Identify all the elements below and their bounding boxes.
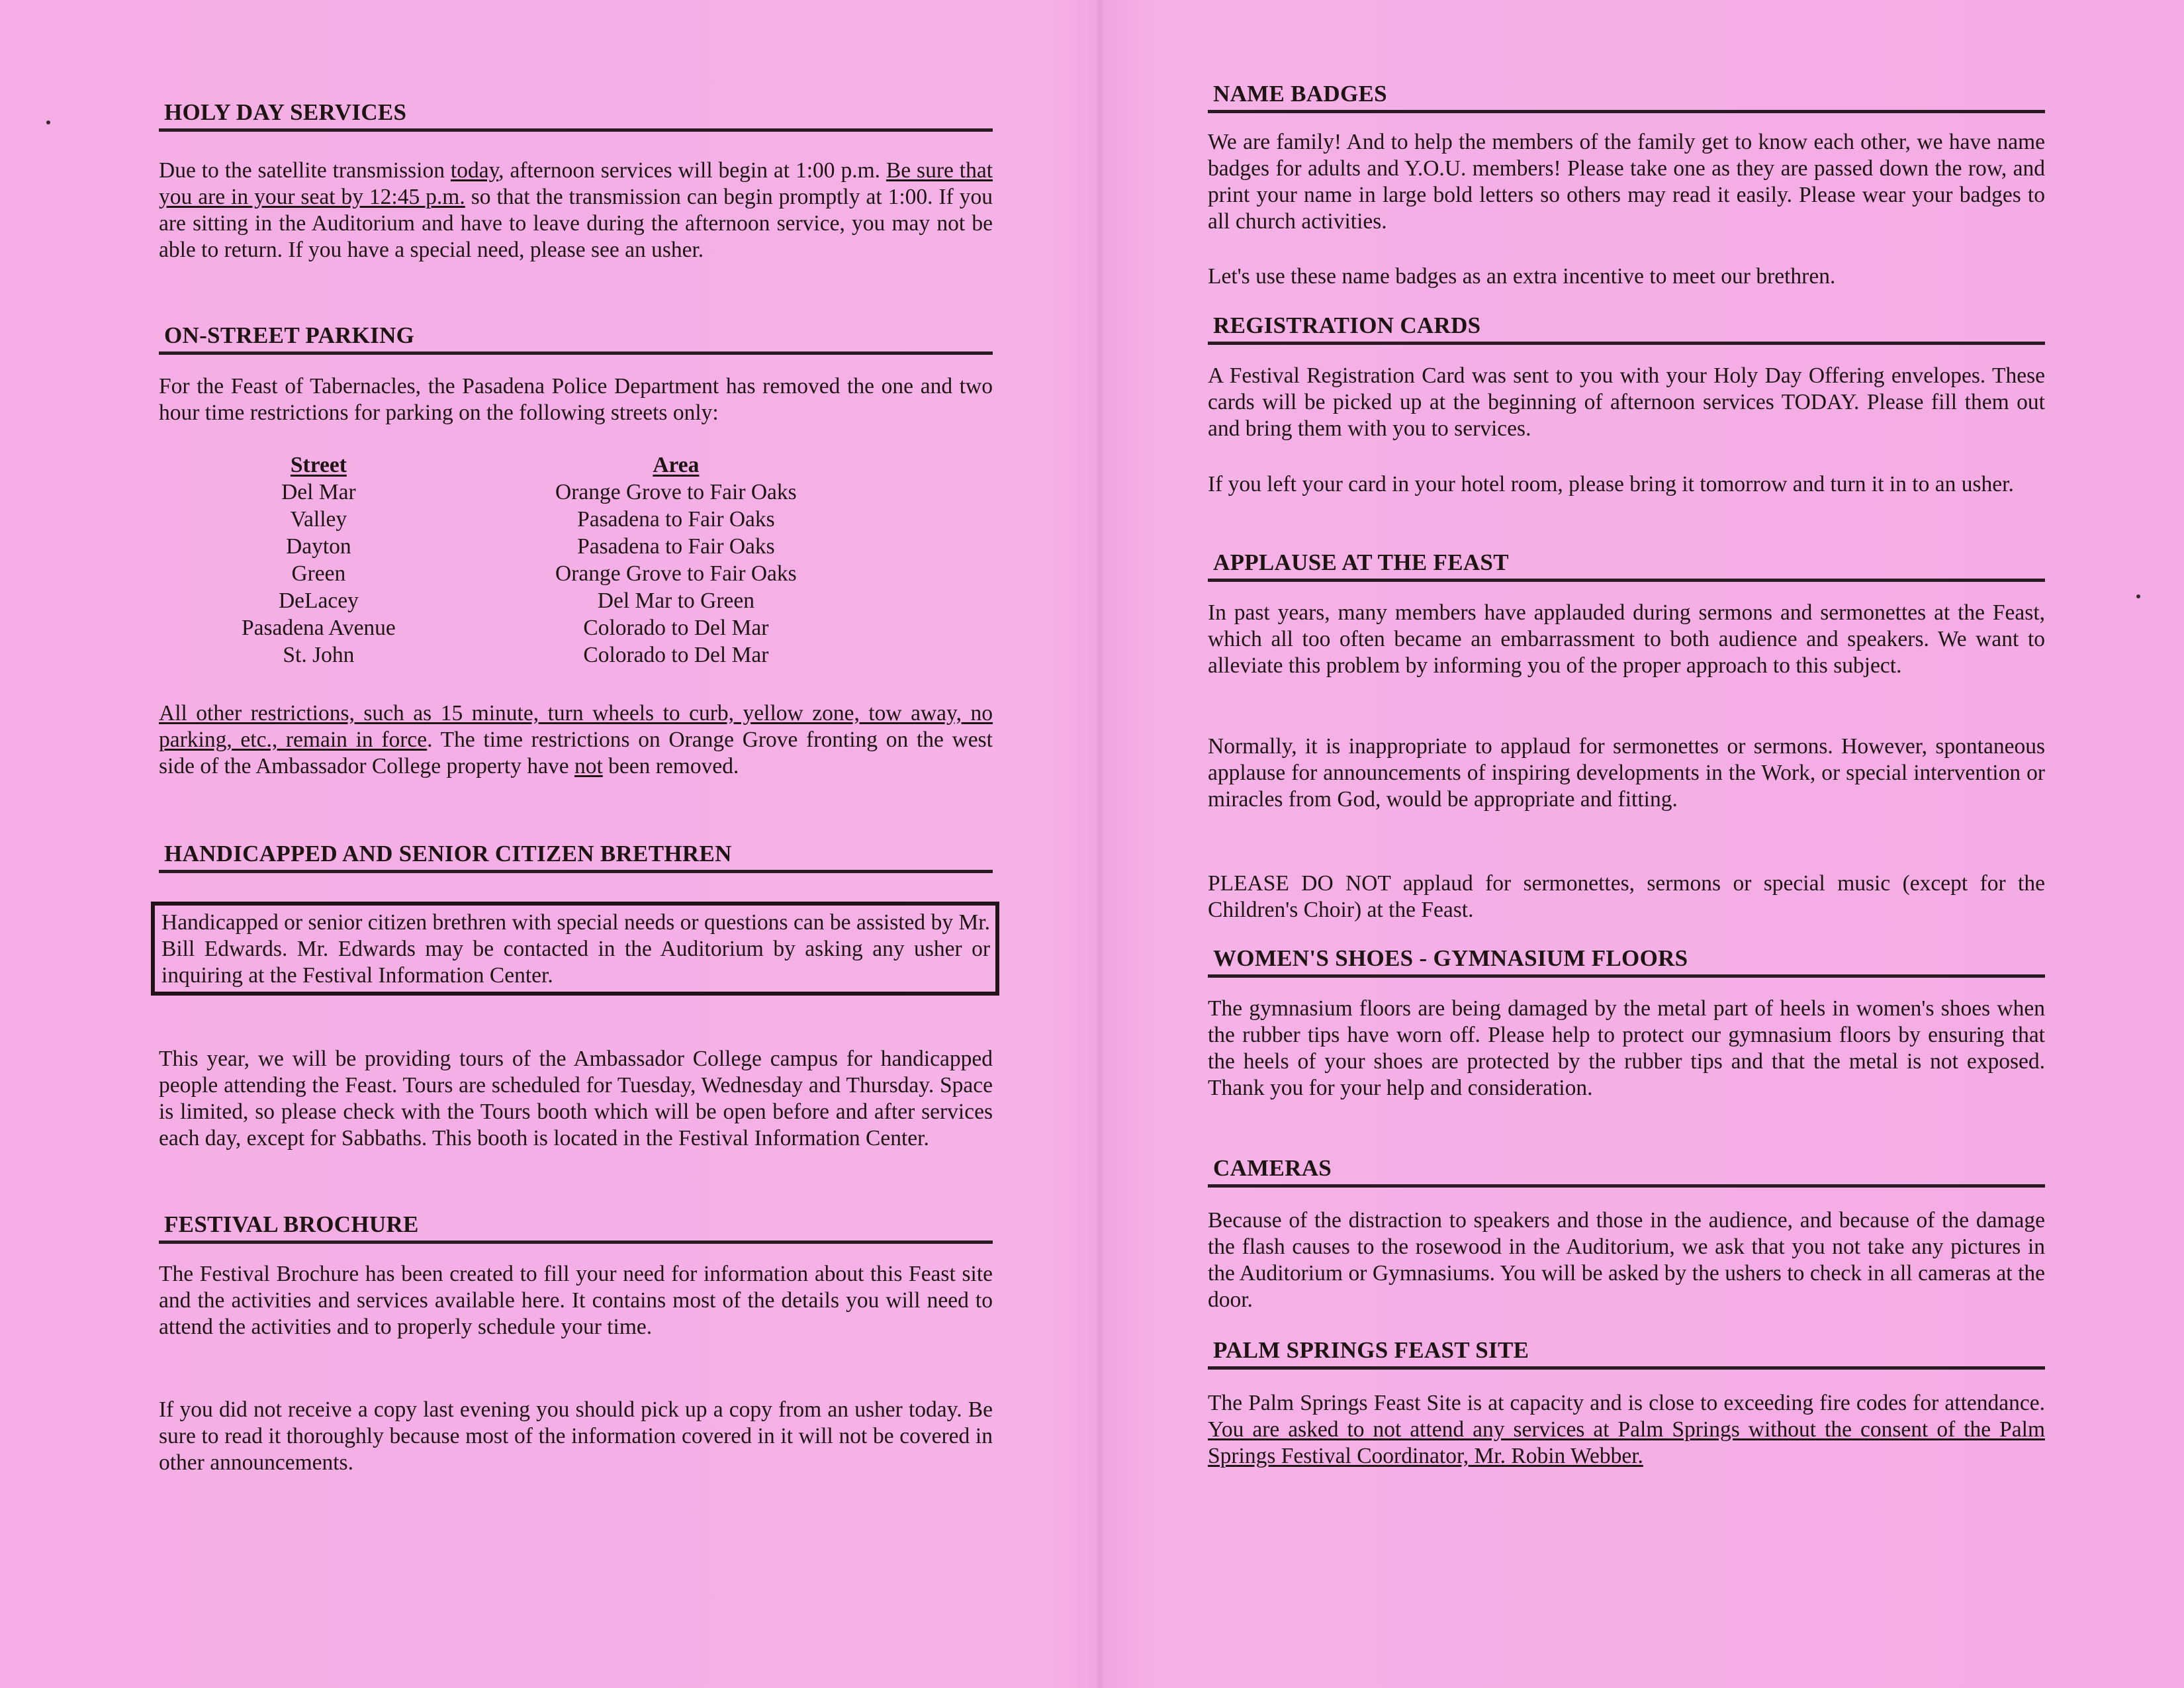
paper-speck bbox=[2136, 594, 2140, 598]
table-row bbox=[159, 641, 874, 669]
street-cell: St. John bbox=[283, 643, 355, 667]
column-header-area: Area bbox=[653, 453, 700, 477]
name-badges-heading: NAME BADGES bbox=[1208, 81, 2045, 113]
street-cell: Dayton bbox=[286, 534, 351, 559]
palm-springs-text: The Palm Springs Feast Site is at capacity and is close to exceeding fire codes for attendance. You are asked to not attend any services at Palm Springs without the consent of the Palm Springs Festival Coordinator, Mr. Robin Webber. bbox=[1208, 1391, 2045, 1468]
festival-brochure-text-1: The Festival Brochure has been created to fill your need for information about this Feast site and the activities and services available here. It contains most of the details you will need to attend the activities and to properly schedule your time. bbox=[159, 1262, 993, 1339]
festival-brochure-heading: FESTIVAL BROCHURE bbox=[159, 1211, 993, 1244]
area-cell: Del Mar to Green bbox=[597, 588, 754, 613]
parking-streets-table bbox=[159, 451, 874, 669]
table-row bbox=[159, 560, 874, 587]
name-badges-text-1: We are family! And to help the members of the family get to know each other, we have name badges for adults and Y.O.U. members! Please take one as they are passed down the row, and print your name in large bold letters so others may read it easily. Please wear your badges to all church activities. bbox=[1208, 130, 2045, 234]
cameras-heading: CAMERAS bbox=[1208, 1155, 2045, 1188]
handicapped-heading: HANDICAPPED AND SENIOR CITIZEN BRETHREN bbox=[159, 841, 993, 873]
street-cell: DeLacey bbox=[278, 588, 359, 613]
table-row bbox=[159, 587, 874, 614]
table-row bbox=[159, 479, 874, 506]
name-badges-text-2: Let's use these name badges as an extra incentive to meet our brethren. bbox=[1208, 264, 1836, 289]
applause-heading: APPLAUSE AT THE FEAST bbox=[1208, 549, 2045, 582]
street-cell: Green bbox=[291, 561, 346, 586]
womens-shoes-heading: WOMEN'S SHOES - GYMNASIUM FLOORS bbox=[1208, 945, 2045, 978]
street-cell: Pasadena Avenue bbox=[241, 616, 396, 640]
street-cell: Del Mar bbox=[281, 480, 356, 504]
area-cell: Orange Grove to Fair Oaks bbox=[555, 480, 797, 504]
palm-springs-heading: PALM SPRINGS FEAST SITE bbox=[1208, 1337, 2045, 1370]
registration-cards-text-2: If you left your card in your hotel room, please bring it tomorrow and turn it in to an usher. bbox=[1208, 472, 2014, 496]
handicapped-contact-box: Handicapped or senior citizen brethren with special needs or questions can be assisted by Mr. Bill Edwards. Mr. Edwards may be contacted in the Auditorium by asking any usher or inquiring at the Festival Information Center. bbox=[151, 902, 999, 996]
area-cell: Orange Grove to Fair Oaks bbox=[555, 561, 797, 586]
applause-text-3: PLEASE DO NOT applaud for sermonettes, sermons or special music (except for the Children's Choir) at the Feast. bbox=[1208, 871, 2045, 922]
paper-speck bbox=[46, 120, 50, 124]
on-street-parking-heading: ON-STREET PARKING bbox=[159, 322, 993, 355]
applause-text-2: Normally, it is inappropriate to applaud for sermonettes or sermons. However, spontaneous applause for announcements of inspiring developments in the Work, or special intervention or miracles from God, would be appropriate and fitting. bbox=[1208, 734, 2045, 812]
womens-shoes-text: The gymnasium floors are being damaged by the metal part of heels in women's shoes when the rubber tips have worn off. Please help to protect our gymnasium floors by ensuring that the heels of your shoes are protected by the rubber tips and that the metal is not exposed. Thank you for your help and consideration. bbox=[1208, 996, 2045, 1100]
registration-cards-text-1: A Festival Registration Card was sent to you with your Holy Day Offering envelopes. These cards will be picked up at the beginning of afternoon services TODAY. Please fill them out and bring them with you to services. bbox=[1208, 363, 2045, 441]
parking-intro-text: For the Feast of Tabernacles, the Pasadena Police Department has removed the one and two hour time restrictions for parking on the following streets only: bbox=[159, 374, 993, 425]
table-row bbox=[159, 614, 874, 641]
area-cell: Colorado to Del Mar bbox=[583, 616, 769, 640]
registration-cards-heading: REGISTRATION CARDS bbox=[1208, 312, 2045, 345]
cameras-text: Because of the distraction to speakers and those in the audience, and because of the damage the flash causes to the rosewood in the Auditorium, we ask that you not take any pictures in the Auditorium or Gymnasiums. You will be asked by the ushers to check in all cameras at the door. bbox=[1208, 1208, 2045, 1312]
other-restrictions-text: All other restrictions, such as 15 minute, turn wheels to curb, yellow zone, tow away, no parking, etc., remain in force. The time restrictions on Orange Grove fronting on the west side of the Ambassador College property have not been removed. bbox=[159, 701, 993, 778]
table-row bbox=[159, 506, 874, 533]
column-header-street: Street bbox=[290, 453, 347, 477]
area-cell: Colorado to Del Mar bbox=[583, 643, 769, 667]
applause-text-1: In past years, many members have applauded during sermons and sermonettes at the Feast, which all too often became an embarrassment to both audience and speakers. We want to alleviate this problem by informing you of the proper approach to this subject. bbox=[1208, 600, 2045, 678]
festival-brochure-text-2: If you did not receive a copy last evening you should pick up a copy from an usher today. Be sure to read it thoroughly because most of the information covered in it will not be covered in other announcements. bbox=[159, 1397, 993, 1475]
page-fold bbox=[1095, 0, 1105, 1688]
table-header bbox=[159, 451, 874, 479]
table-row bbox=[159, 533, 874, 560]
area-cell: Pasadena to Fair Oaks bbox=[577, 534, 775, 559]
holy-day-services-heading: HOLY DAY SERVICES bbox=[159, 99, 993, 132]
area-cell: Pasadena to Fair Oaks bbox=[577, 507, 775, 532]
holy-day-services-text: Due to the satellite transmission today, afternoon services will begin at 1:00 p.m. Be sure that you are in your seat by 12:45 p.m. so that the transmission can begin promptly at 1:00. If you are sitting in the Auditorium and have to leave during the afternoon service, you may not be able to return. If you have a special need, please see an usher. bbox=[159, 158, 993, 262]
campus-tours-text: This year, we will be providing tours of the Ambassador College campus for handicapped people attending the Feast. Tours are scheduled for Tuesday, Wednesday and Thursday. Space is limited, so please check with the Tours booth which will be open before and after services each day, except for Sabbaths. This booth is located in the Festival Information Center. bbox=[159, 1047, 993, 1150]
street-cell: Valley bbox=[290, 507, 347, 532]
